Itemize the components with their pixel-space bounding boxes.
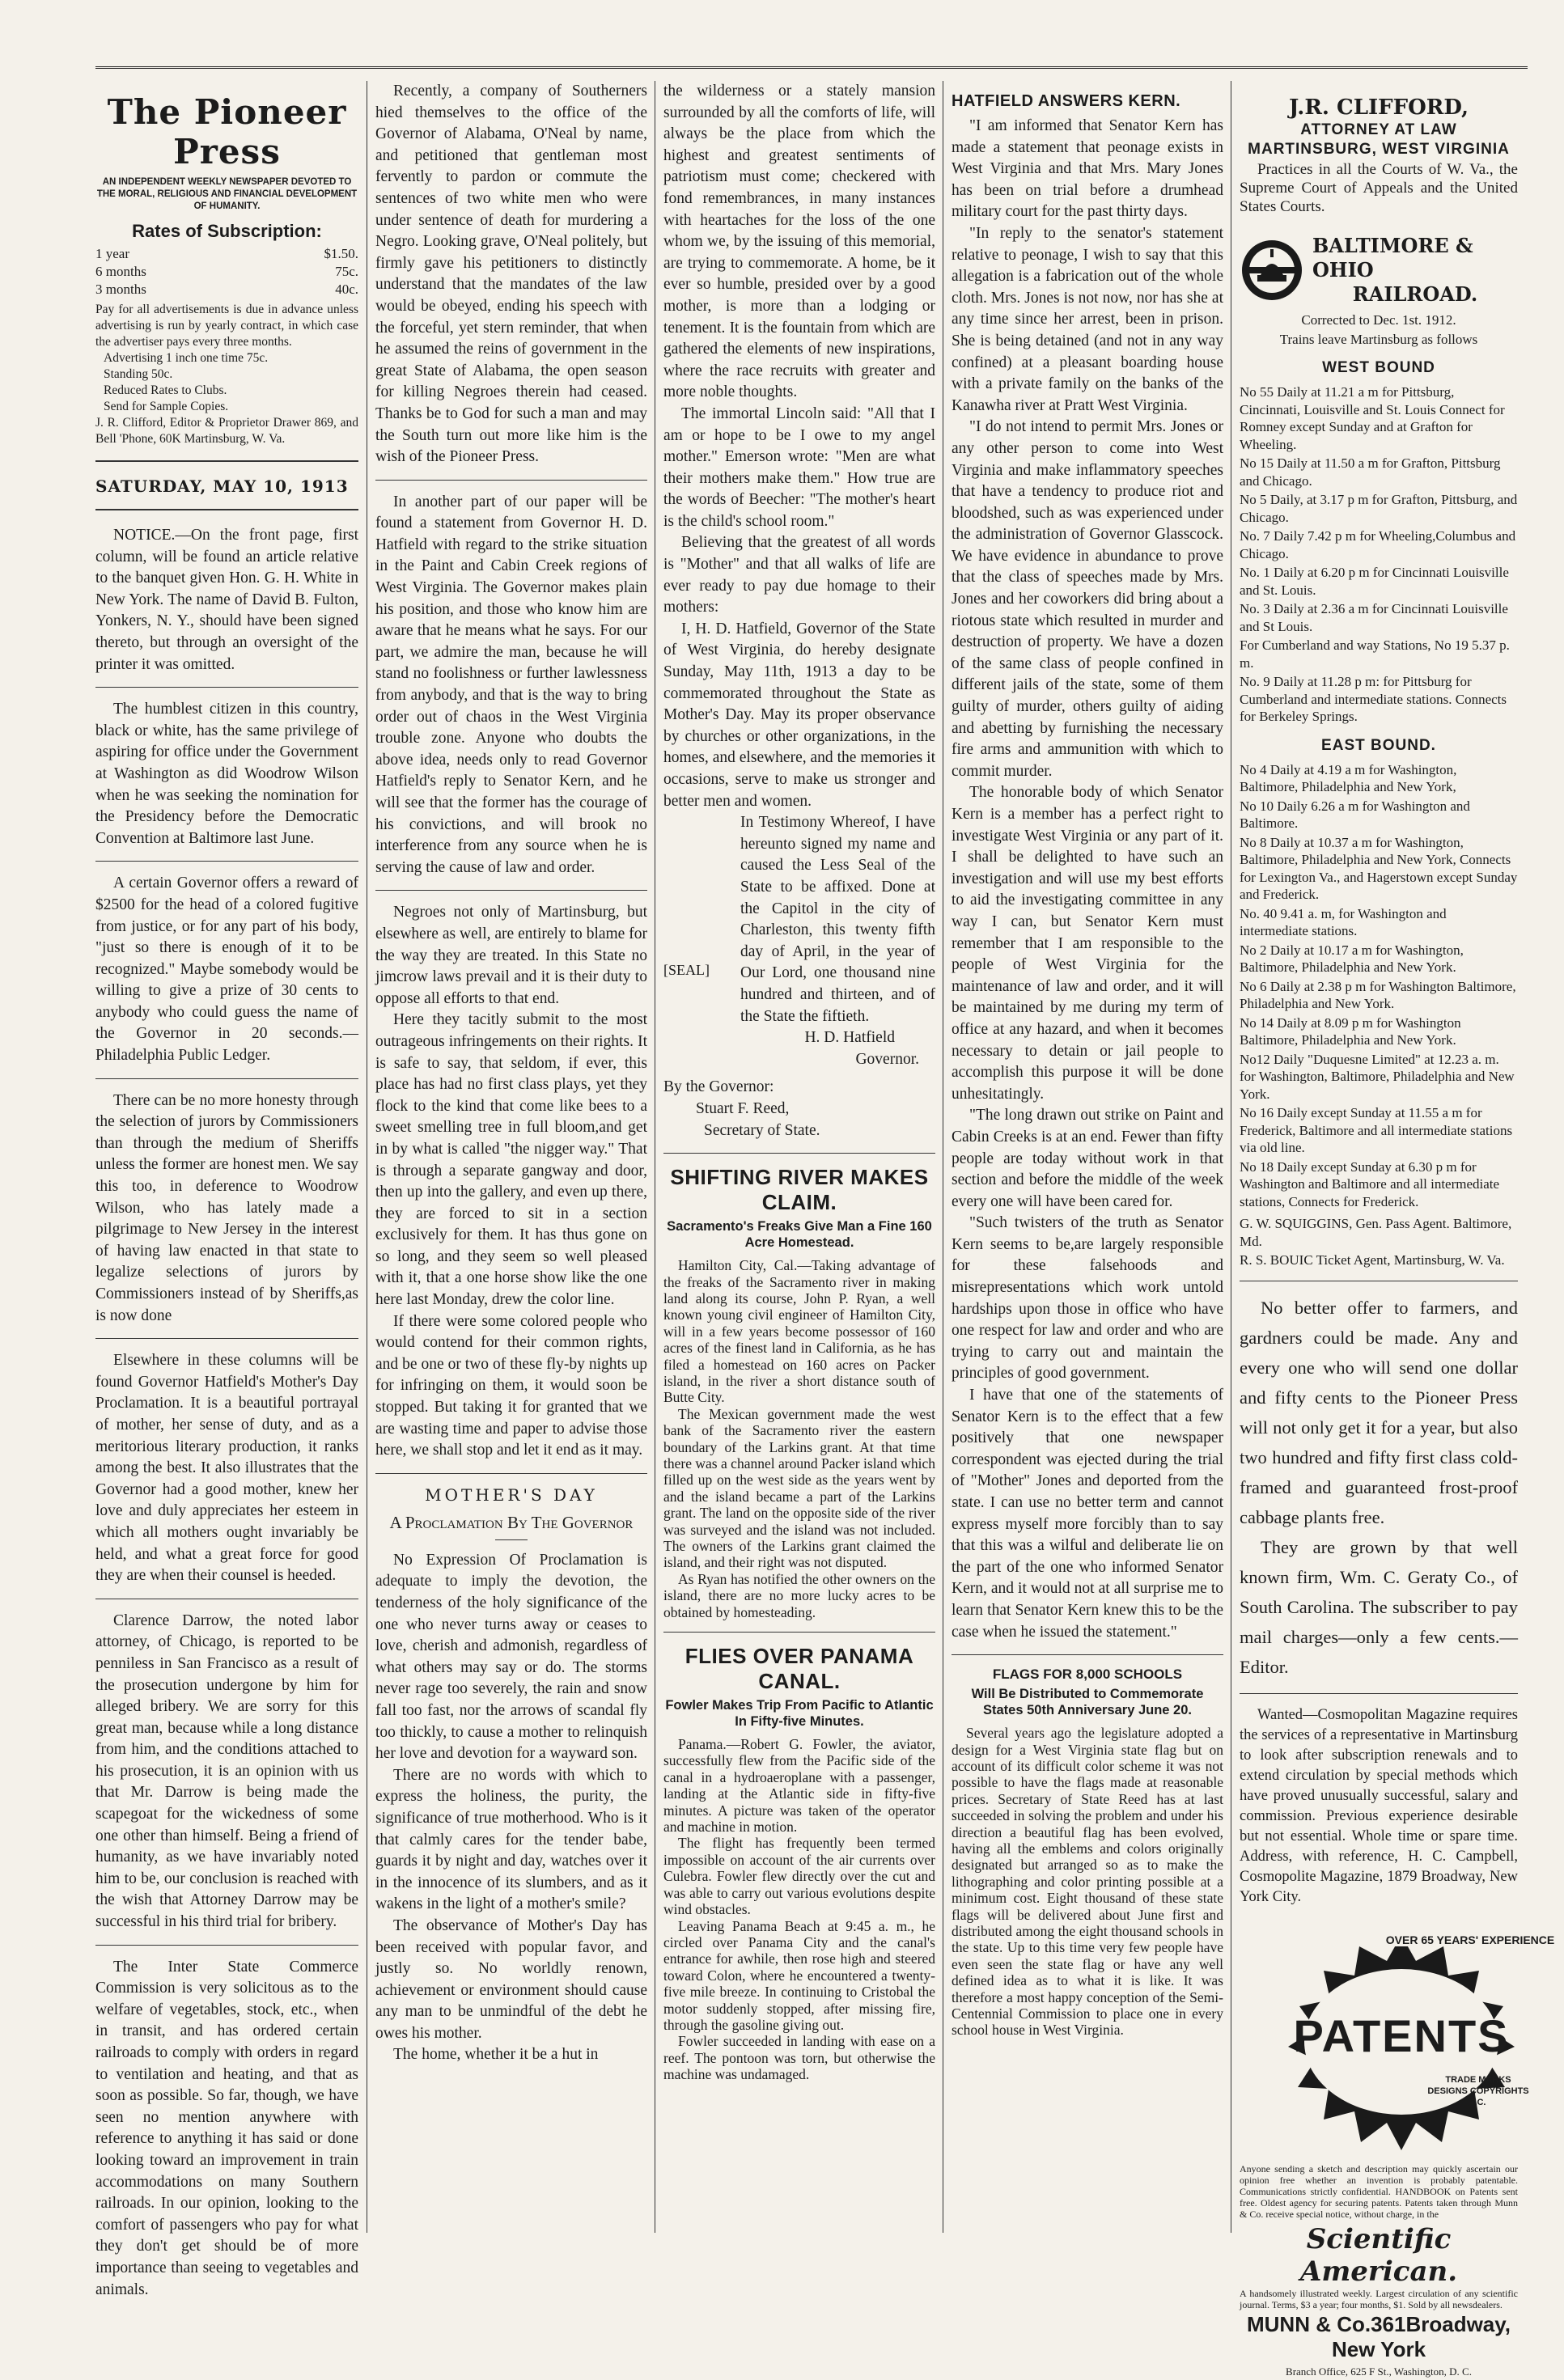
river-p1: Hamilton City, Cal.—Taking advantage of the freaks of the Sacramento river in making land along its course, John P. Ryan, a well known young civil engineer of Hamilton City, will in a few years become possessor of 160 acres of the finest land in California, as he has filed a homestead on 160 acres on Packer island, in the river a short distance south of Butte City. — [663, 1257, 935, 1406]
signer-name: H. D. Hatfield — [804, 1029, 895, 1047]
divider — [663, 1153, 935, 1154]
location-line: MARTINSBURG, WEST VIRGINIA — [1248, 141, 1510, 158]
patents-years: OVER 65 YEARS' EXPERIENCE — [1385, 1933, 1555, 1946]
divider — [95, 687, 358, 688]
proclamation-p2: There are no words with which to express the holiness, the purity, the significance of true motherhood. Who is it that calmly cares for the tender babe, guards it by night and day, watches over it in the innocence of its slumbers, and as it wakens in the light of a mother's smile? — [375, 1766, 647, 1913]
believing-paragraph: Believing that the greatest of all words is "Mother" and that all walks of life are ever ready to pay due homage to their mothers: — [663, 534, 935, 616]
schedule-entry: No 4 Daily at 4.19 a m for Washington, Baltimore, Philadelphia and New York, — [1240, 761, 1457, 794]
schedule-entry: No 16 Daily except Sunday at 11.55 a m for Frederick, Baltimore and all intermediate stations via old line. — [1240, 1105, 1513, 1155]
reed-title: Secretary of State. — [704, 1121, 820, 1139]
terms-text: Pay for all advertisements is due in advance unless advertising is run by yearly contract, in which case the advertiser pays every three months. — [95, 303, 358, 349]
lincoln-paragraph: The immortal Lincoln said: "All that I am or hope to be I owe to my angel mother." Emerson wrote: "Men are what their mothers make them." How true are the words of Beecher: "The mother's heart is the child's school room." — [663, 404, 935, 530]
darrow-paragraph: Clarence Darrow, the noted labor attorney, of Chicago, is reported to be penniless in San Francisco as a result of the prosecution undergone by him for alleged bribery. We are sorry for this great man, because while a long distance from him, and the conditions attached to his prosecution, it is an opinion with us that Mr. Darrow is being made the scapegoat for the wickedness of some one other than himself. Being a friend of humanity, as we have invariably noted him to be, our conclusion is reached with the wish that Attorney Darrow may be successful in his third trial for bribery. — [95, 1611, 358, 1931]
kern-p4: The honorable body of which Senator Kern is a member has a perfect right to investigate West Virginia or any part of it. I shall be delighted to have such an investigation and will use my best efforts to aid the investigating committee in any way I can, but Senator Kern must remember that I am responsible to the people of West Virginia for the maintenance of law and order, and it will be maintained by me during my term of office at any hazard, and when it becomes necessary to detain or jail people to accomplish this purpose it will be done unhesitatingly. — [952, 784, 1223, 1103]
grown-text: They are grown by that well known firm, Wm. C. Geraty Co., of South Carolina. The subscriber to pay mail charges—only a few cents.—Editor. — [1240, 1536, 1518, 1677]
flies-subhead: Fowler Makes Trip From Pacific to Atlantic In Fifty-five Minutes. — [665, 1698, 934, 1730]
reed-name: Stuart F. Reed, — [696, 1099, 790, 1117]
divider — [95, 1338, 358, 1339]
patents-body: Anyone sending a sketch and description may quickly ascertain our opinion free whether an invention is probably patentable. Communications strictly confidential. HANDBOOK on Patents sent free. Oldest agency for securing patents. Patents taken through Munn & Co. receive special notice, without charge, in the — [1240, 2162, 1518, 2220]
divider — [95, 861, 358, 862]
rr-name-1: BALTIMORE & OHIO — [1312, 234, 1473, 282]
patents-marks: TRADE MARKS DESIGNS COPYRIGHTS &C. — [1427, 2074, 1529, 2107]
wanted-ad: Wanted—Cosmopolitan Magazine requires the services of a representative in Martinsburg to look after subscription renewals and to extend circulation by special methods which have proved unusually successful, salary and commission. Previous experience desirable but not essential. Whole time or spare time. Address, with reference, H. C. Campbell, Cosmopolite Magazine, 1879 Broadway, New York City. — [1240, 1706, 1518, 1905]
divider — [375, 480, 647, 481]
divider — [495, 1539, 528, 1540]
kern-p1: "I am informed that Senator Kern has made a statement that peonage exists in West Virginia and that Mrs. Mary Jones has been on trial before a drumhead military court for the past thirty days. — [952, 117, 1223, 221]
river-p2: The Mexican government made the west bank of the Sacramento river the eastern boundary of the Larkins grant. At that time there was a channel around Packer island which filled up on the west side as the years went by and the island became a part of the Larkins grant. The land on the opposite side of the river was surveyed and the island was not included. The owners of the Larkins grant claimed the island, and their right was not disputed. — [663, 1405, 935, 1571]
flies-p1: Panama.—Robert G. Fowler, the aviator, successfully flew from the Pacific side of the canal in a hydroaeroplane with a passenger, landing at the Atlantic side in fifty-five minutes. A picture was taken of the operator and machine in motion. — [663, 1736, 935, 1836]
rate-row: 6 months 75c. — [95, 264, 358, 279]
humblest-paragraph: The humblest citizen in this country, black or white, has the same privilege of aspiring for office under the Government at Washington as did Woodrow Wilson when he was seeking the nomination for the Presidency before the Democratic Convention at Baltimore last June. — [95, 701, 358, 847]
kern-p3: "I do not intend to permit Mrs. Jones or any other person to come into West Virginia and make inflammatory speeches that have a tendency to produce riot and bloodshed, such as was experienced under the administration of Governor Glasscock. We have evidence in abundance to prove that the class of speeches made by Mrs. Jones and her coworkers did bring about a riotous state which resulted in murder and destruction of property. We have a dozen of the same class of people confined in different jails of the state, some of them guilty of murder, others guilty of aiding and abetting by furnishing the necessary fire arms and ammunition with which to commit murder. — [952, 418, 1223, 780]
standing-rate: Standing 50c. — [104, 367, 173, 381]
schedule-entry: For Cumberland and way Stations, No 19 5.37 p. m. — [1240, 637, 1510, 671]
attorney-line: ATTORNEY AT LAW — [1300, 121, 1457, 138]
river-subhead: Sacramento's Freaks Give Man a Fine 160 Acre Homestead. — [667, 1219, 932, 1251]
colored-paragraph: If there were some colored people who would contend for their common rights, and be one or two of these fly-by nights up for infringing on them, it would soon be stopped. But taking it for granted that we are wasting time and paper to advise those here, we shall stop and let it end as it may. — [375, 1312, 647, 1459]
east-bound-heading: EAST BOUND. — [1321, 736, 1436, 754]
testimony-paragraph: In Testimony Whereof, I have hereunto signed my name and caused the Less Seal of the State to be affixed. Done at the Capitol in the city of Charleston, this twenty fifth day of April, in the year of Our Lord, one thousand nine hundred and thirteen, and of the State the fiftieth. — [740, 814, 935, 1025]
kern-headline: HATFIELD ANSWERS KERN. — [952, 92, 1181, 110]
schedule-entry: No 14 Daily at 8.09 p m for Washington Baltimore, Philadelphia and New York. — [1240, 1014, 1461, 1048]
elsewhere-paragraph: Elsewhere in these columns will be found Governor Hatfield's Mother's Day Proclamation. It is a beautiful portrayal of mother, her sense of duty, and as a meritorious literary production, it ranks among the best. It also illustrates that the Governor had a good mother, knew her love and duly appreciates her esteem in which all mothers ought invariably be held, and what a great force for good they are when their counsel is heeded. — [95, 1352, 358, 1585]
river-headline: SHIFTING RIVER MAKES CLAIM. — [670, 1165, 929, 1215]
southern-paragraph: Recently, a company of Southerners hied themselves to the office of the Governor of Alabama, O'Neal by name, and petitioned that gentleman most fervently to pardon or commute the sentences of two white men who were under sentence of death for murdering a Negro. Looking grave, O'Neal politely, but firmly gave his petitioners to distinctly understand that the mandates of the law would be obeyed, ending his speech with the forceful, yet stern reminder, that when he assumed the reins of government in the great State of Alabama, the open season for killing Negroes therein had ceased. Thanks be to God for such a man and may the South turn out more like him is the wish of the Pioneer Press. — [375, 83, 647, 466]
sample-copies: Send for Sample Copies. — [104, 400, 229, 413]
flags-subhead: Will Be Distributed to Commemorate States 50th Anniversary June 20. — [971, 1687, 1204, 1718]
schedule-entry: No. 7 Daily 7.42 p m for Wheeling,Columbus and Chicago. — [1240, 528, 1516, 561]
schedule-entry: No 18 Daily except Sunday at 6.30 p m for Washington and Baltimore and all intermediate stations, Connects for Frederick. — [1240, 1158, 1500, 1209]
river-p3: As Ryan has notified the other owners on the island, there are no more lucky acres to be obtained by homesteading. — [663, 1570, 935, 1620]
column-4 — [952, 81, 1223, 2233]
corrected-date: Corrected to Dec. 1st. 1912. — [1301, 312, 1456, 328]
squiggins-line: G. W. SQUIGGINS, Gen. Pass Agent. Baltimore, Md. — [1240, 1216, 1512, 1249]
schedule-entry: No. 3 Daily at 2.36 a m for Cincinnati Louisville and St Louis. — [1240, 601, 1508, 634]
flags-headline: FLAGS FOR 8,000 SCHOOLS — [992, 1666, 1183, 1683]
flies-p3: Leaving Panama Beach at 9:45 a. m., he circled over Panama City and the canal's entrance for awhile, then rose high and steered toward Colon, where he encountered a twenty-five mile breeze. In continuing to Cristobal the motor suddenly stopped, after missing fire, through the gasoline giving out. — [663, 1917, 935, 2033]
farmers-offer: No better offer to farmers, and gardners could be made. Any and every one who will send one dollar and fifty cents to the Pioneer Press will not only get it for a year, but also two hundred and fifty first class cold-framed and guaranteed frost-proof cabbage plants free. — [1240, 1297, 1518, 1527]
flies-p2: The flight has frequently been termed impossible on account of the air currents over Culebra. Fowler flew directly over the cut and was able to carry out various evolutions despite wind obstacles. — [663, 1835, 935, 1918]
proclamation-p1: No Expression Of Proclamation is adequate to imply the devotion, the tenderness of the holy significance of the one who never turns away or ceases to love, cherish and admonish, regardless of what others may say or do. The storms never rage too severely, the rain and snow fall too fast, nor the arrows of scandal fly too thickly, to cause a mother to relinquish her love and devotion for a wayward son. — [375, 1551, 647, 1763]
by-governor: By the Governor: — [663, 1078, 774, 1096]
rates-heading: Rates of Subscription: — [132, 221, 322, 241]
editor-line: J. R. Clifford, Editor & Proprietor Drawer 869, and Bell 'Phone, 60K Martinsburg, W. Va. — [95, 416, 358, 446]
notice-paragraph: NOTICE.—On the front page, first column, will be found an article relative to the banquet given Hon. G. H. White in New York. The name of David B. Fulton, Yonkers, N. Y., should have been signed thereto, but through an oversight of the printer it was omitted. — [95, 527, 358, 673]
west-bound-list — [1240, 383, 1518, 726]
east-bound-list — [1240, 761, 1518, 1211]
negroes-paragraph: Negroes not only of Martinsburg, but elsewhere as well, are entirely to blame for the way they are treated. In this State no jimcrow laws prevail and it is their duty to oppose all efforts to that end. — [375, 904, 647, 1007]
column-5 — [1240, 81, 1555, 2378]
clifford-name: J.R. CLIFFORD, — [1288, 95, 1469, 120]
signer-title: Governor. — [855, 1050, 919, 1068]
schedule-entry: No12 Daily "Duquesne Limited" at 12.23 a. m. for Washington, Baltimore, Philadelphia and New York. — [1240, 1051, 1515, 1102]
seal-mark: [SEAL] — [663, 962, 710, 979]
hatfield-paragraph: In another part of our paper will be found a statement from Governor H. D. Hatfield with regard to the strike situation in the Paint and Cabin Creek regions of West Virginia. The Governor makes plain his position, and those who know him are aware that he means what he says. For our part, we admire the man, because he will stand no foolishness or further lawlessness from anybody, and that is the way to bring order out of chaos in the West Virginia trouble zone. Anyone who doubts the above idea, needs only to read Governor Hatfield's reply to Senator Kern, and he will see that the former has the courage of his convictions, and will brook no interference from any source when he is serving the cause of law and order. — [375, 493, 647, 876]
schedule-entry: No 6 Daily at 2.38 p m for Washington Baltimore, Philadelphia and New York. — [1240, 978, 1516, 1011]
advertising-rate: Advertising 1 inch one time 75c. — [104, 351, 269, 365]
patents-ad — [1240, 1929, 1563, 2163]
column-3 — [663, 81, 935, 2233]
bo-railroad-header — [1240, 234, 1518, 307]
rr-name-2: RAILROAD. — [1352, 282, 1478, 306]
schedule-entry: No 2 Daily at 10.17 a m for Washington, Baltimore, Philadelphia and New York. — [1240, 942, 1464, 975]
masthead-title: The Pioneer Press — [107, 92, 347, 172]
schedule-entry: No. 1 Daily at 6.20 p m for Cincinnati Louisville and St. Louis. — [1240, 565, 1509, 598]
tacitly-paragraph: Here they tacitly submit to the most outrageous infringements on their rights. It is safe to say, that seldom, if ever, this place has had no first class plays, yet they flock to the kind that come like bees to a sweet smelling tree in full bloom,and get in by what is called "the nigger way." That is through a separate gangway and door, then up into the gallery, and even up there, they are forced to sit in a section exclusively for them. It has thus gone on so long, and they seem so well pleased with it, that a one horse show like the one here last Monday, drew the color line. — [375, 1011, 647, 1309]
column-2 — [375, 81, 647, 2233]
divider — [952, 1654, 1223, 1655]
reward-paragraph: A certain Governor offers a reward of $2500 for the head of a colored fugitive from justice, or for any part of his body, "just so there is enough of it to be recognized." Maybe somebody would be willing to give a prize of 30 cents to anybody who could guess the name of the Governor in 20 seconds.—Philadelphia Public Ledger. — [95, 875, 358, 1065]
divider — [95, 509, 358, 510]
schedule-entry: No 8 Daily at 10.37 a m for Washington, Baltimore, Philadelphia and New York, Connects for Lexington Va., and Hagerstown except Sunday and Frederick. — [1240, 834, 1518, 902]
rate-row: 1 year $1.50. — [95, 246, 358, 261]
kern-p5: "The long drawn out strike on Paint and Cabin Creeks is at an end. Fewer than fifty people are today without work in that section and before the middle of the week every one will have been cared for. — [952, 1107, 1223, 1210]
schedule-entry: No 55 Daily at 11.21 a m for Pittsburg, Cincinnati, Louisville and St. Louis Connect for Romney except Sunday and at Grafton for Wheeling. — [1240, 384, 1505, 452]
flies-p4: Fowler succeeded in landing with ease on a reef. The pontoon was torn, but otherwise the machine was undamaged. — [663, 2033, 935, 2083]
kern-p2: "In reply to the senator's statement relative to peonage, I wish to say that this allegation is a fabrication out of the whole cloth. Mrs. Jones is not now, nor has she at any time since her arrest, been in prison. She is being detained (and not in any way confined) at a pleasant boarding house with a private family on the banks of the Kanawha river at Pratt West Virginia. — [952, 224, 1223, 414]
divider — [95, 460, 358, 462]
rate-row: 3 months 40c. — [95, 282, 358, 297]
divider — [663, 1632, 935, 1633]
sci-body: A handsomely illustrated weekly. Largest circulation of any scientific journal. Terms, $3 a year; four months, $1. Sold by all newsdealers. — [1240, 2287, 1518, 2310]
kern-p7: I have that one of the statements of Senator Kern is to the effect that a few positively that one newspaper correspondent was ejected during the trial of "Mother" Jones and deported from the state. I can use no better term and cannot express myself more forcibly than to say that this was a wilful and deliberate lie on the part of the one who informed Senator Kern, and it would not at all surprise me to learn that Senator Kern knew this to be the case when he issued the statement." — [952, 1387, 1223, 1641]
divider — [95, 1945, 358, 1946]
schedule-entry: No 15 Daily at 11.50 a m for Grafton, Pittsburg and Chicago. — [1240, 455, 1501, 489]
flags-p1: Several years ago the legislature adopted a design for a West Virginia state flag but on account of its difficult color scheme it was not possible to have the flags made at reasonable prices. Secretary of State Reed has at last succeeded in solving the problem and under his direction a beautiful flag has been evolved, having all the emblems and colors originally designated but arranged so as to make the lithographing and color printing possible at a minimum cost. Eight thousand of these state flags will be delivered about June first and distributed among the eight thousand schools in the state. Up to this time very few people have even seen the state flag or have any well defined idea as to what it is like. It was therefore a most happy conception of the Semi-Centennial Commission to place one in every school house in West Virginia. — [952, 1725, 1223, 2039]
schedule-entry: No. 40 9.41 a. m, for Washington and intermediate stations. — [1240, 905, 1447, 938]
bo-capitol-dome-icon — [1240, 238, 1304, 303]
proclamation-p3: The observance of Mother's Day has been received with popular favor, and justly so. No worldly renown, achievement or environment should cause any man to be unmindful of the debt he owes his mother. — [375, 1916, 647, 2042]
divider — [1240, 1693, 1518, 1694]
reduced-rates: Reduced Rates to Clubs. — [104, 383, 227, 397]
interstate-paragraph: The Inter State Commerce Commission is very solicitous as to the welfare of vegetables, stock, etc., when in transit, and has ordered certain railroads to comply with orders in regard to ventilation and heating, and that as soon as possible. So far, though, we have seen no mention anywhere with reference to anything it has said or done looking toward an improvement in train accommodations on many Southern railroads. In our opinion, looking to the comfort of passengers who pay for what they don't get should be of more importance than seeing to vegetables and animals. — [95, 1958, 358, 2298]
testimony-block — [663, 812, 935, 1027]
top-rule — [95, 66, 1528, 69]
issue-date: SATURDAY, MAY 10, 1913 — [95, 476, 349, 496]
mothers-day-heading: MOTHER'S DAY — [425, 1484, 598, 1505]
divider — [375, 890, 647, 891]
divider — [375, 1473, 647, 1474]
bouic-line: R. S. BOUIC Ticket Agent, Martinsburg, W. Va. — [1240, 1252, 1505, 1268]
kern-p6: "Such twisters of the truth as Senator Kern seems to be,are largely responsible for these falsehoods and misrepresentations which work untold hardships upon those in office who have one respect for law and order and who are trying to carry out and maintain the principles of good government. — [952, 1214, 1223, 1383]
column-1 — [95, 81, 358, 2298]
munn-line: MUNN & Co.361Broadway, New York — [1246, 2311, 1511, 2361]
wilderness-paragraph: the wilderness or a stately mansion surrounded by all the comforts of life, will always be the place from which the highest and greatest sentiments of patriotism must come; checkered with fond remembrances, in many instances with heartaches for the loss of the one whom we, by the issuing of this memorial, are trying to commemorate. A home, be it ever so humble, presided over by a good mother, is more than a lodging or tenement. It is the fountain from which are gathered the elements of new inspirations, where the race recruits with greater and more noble thoughts. — [663, 83, 935, 401]
west-bound-heading: WEST BOUND — [1322, 359, 1435, 376]
patents-word: PATENTS — [1293, 2009, 1510, 2061]
schedule-entry: No 5 Daily, at 3.17 p m for Grafton, Pittsburg, and Chicago. — [1240, 492, 1518, 525]
proclamation-heading: A Proclamation By The Governor — [389, 1512, 634, 1532]
jurors-paragraph: There can be no more honesty through the selection of jurors by Commissioners than through the medium of Sheriffs unless the former are honest men. We say this too, in deference to Woodrow Wilson, who has lately made a pilgrimage to New Jersey in the interest of having law enacted in that state to legalize selections of jurors by Commissioners instead of by Sheriffs,as is now done — [95, 1091, 358, 1324]
schedule-entry: No. 9 Daily at 11.28 p m: for Pittsburg for Cumberland and intermediate stations. Connects for Berkeley Springs. — [1240, 674, 1507, 724]
divider — [95, 1078, 358, 1079]
flies-headline: FLIES OVER PANAMA CANAL. — [685, 1644, 914, 1694]
masthead-tagline: AN INDEPENDENT WEEKLY NEWSPAPER DEVOTED TO THE MORAL, RELIGIOUS AND FINANCIAL DEVELOPMENT OF HUMANITY. — [96, 177, 358, 211]
trains-leave: Trains leave Martinsburg as follows — [1279, 331, 1478, 347]
schedule-entry: No 10 Daily 6.26 a m for Washington and Baltimore. — [1240, 798, 1470, 831]
designate-paragraph: I, H. D. Hatfield, Governor of the State of West Virginia, do hereby designate Sunday, May 11th, 1913 a day to be commemorated throughout the State as Mother's Day. May its proper observance by churches or other organizations, in the homes, and elsewhere, and the memories it occasions, serve to make us stronger and better men and women. — [663, 620, 935, 810]
practices-text: Practices in all the Courts of W. Va., the Supreme Court of Appeals and the United States Courts. — [1240, 161, 1518, 215]
scientific-american-title: Scientific American. — [1299, 2222, 1458, 2288]
branch-office: Branch Office, 625 F St., Washington, D. C. — [1286, 2365, 1472, 2378]
proclamation-p4: The home, whether it be a hut in — [393, 2046, 599, 2064]
